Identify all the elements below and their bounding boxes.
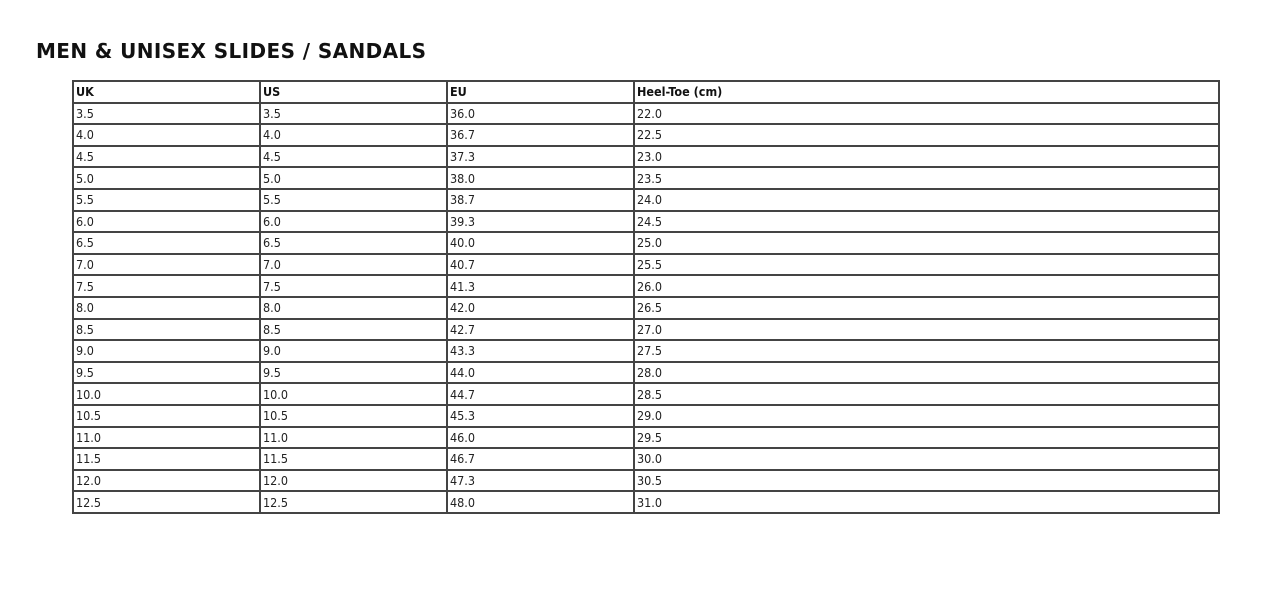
table-cell-heel-toe: 23.0 (634, 146, 1219, 168)
column-header-eu: EU (447, 81, 634, 103)
table-row (73, 211, 1219, 233)
table-row (73, 275, 1219, 297)
table-cell-eu: 42.0 (447, 297, 634, 319)
table-cell-uk: 9.0 (73, 340, 260, 362)
table-cell-eu: 36.7 (447, 124, 634, 146)
table-cell-eu: 41.3 (447, 275, 634, 297)
table-cell-uk: 11.0 (73, 427, 260, 449)
table-cell-heel-toe: 27.5 (634, 340, 1219, 362)
table-row (73, 124, 1219, 146)
column-header-heel-toe: Heel-Toe (cm) (634, 81, 1219, 103)
table-cell-eu: 39.3 (447, 211, 634, 233)
table-cell-us: 10.0 (260, 383, 447, 405)
table-cell-heel-toe: 31.0 (634, 491, 1219, 513)
table-cell-us: 5.0 (260, 167, 447, 189)
table-cell-us: 12.5 (260, 491, 447, 513)
table-cell-uk: 9.5 (73, 362, 260, 384)
table-cell-eu: 46.7 (447, 448, 634, 470)
table-row (73, 254, 1219, 276)
table-cell-uk: 7.0 (73, 254, 260, 276)
table-cell-heel-toe: 22.5 (634, 124, 1219, 146)
table-cell-eu: 46.0 (447, 427, 634, 449)
table-cell-uk: 5.5 (73, 189, 260, 211)
table-cell-eu: 38.7 (447, 189, 634, 211)
table-cell-heel-toe: 27.0 (634, 319, 1219, 341)
table-cell-heel-toe: 25.0 (634, 232, 1219, 254)
table-row (73, 491, 1219, 513)
table-cell-us: 4.5 (260, 146, 447, 168)
table-body (73, 103, 1219, 513)
table-cell-heel-toe: 26.5 (634, 297, 1219, 319)
table-cell-uk: 6.0 (73, 211, 260, 233)
table-cell-heel-toe: 29.5 (634, 427, 1219, 449)
table-cell-eu: 37.3 (447, 146, 634, 168)
table-cell-uk: 12.0 (73, 470, 260, 492)
table-cell-eu: 43.3 (447, 340, 634, 362)
table-cell-uk: 4.5 (73, 146, 260, 168)
column-header-uk: UK (73, 81, 260, 103)
table-cell-eu: 40.0 (447, 232, 634, 254)
table-cell-heel-toe: 28.5 (634, 383, 1219, 405)
table-cell-heel-toe: 22.0 (634, 103, 1219, 125)
table-cell-us: 10.5 (260, 405, 447, 427)
table-cell-uk: 11.5 (73, 448, 260, 470)
table-row (73, 427, 1219, 449)
table-cell-eu: 38.0 (447, 167, 634, 189)
table-cell-us: 5.5 (260, 189, 447, 211)
page-title: MEN & UNISEX SLIDES / SANDALS (36, 39, 427, 63)
table-cell-uk: 8.0 (73, 297, 260, 319)
table-cell-us: 12.0 (260, 470, 447, 492)
table-cell-heel-toe: 23.5 (634, 167, 1219, 189)
table-cell-heel-toe: 28.0 (634, 362, 1219, 384)
table-cell-heel-toe: 24.5 (634, 211, 1219, 233)
table-cell-eu: 48.0 (447, 491, 634, 513)
size-chart-table (72, 80, 1220, 514)
table-row (73, 405, 1219, 427)
table-row (73, 189, 1219, 211)
table-cell-uk: 10.5 (73, 405, 260, 427)
table-cell-eu: 36.0 (447, 103, 634, 125)
table-row (73, 319, 1219, 341)
table-cell-uk: 4.0 (73, 124, 260, 146)
table-row (73, 103, 1219, 125)
table-cell-eu: 47.3 (447, 470, 634, 492)
table-cell-uk: 6.5 (73, 232, 260, 254)
table-cell-heel-toe: 25.5 (634, 254, 1219, 276)
table-cell-uk: 8.5 (73, 319, 260, 341)
table-row (73, 340, 1219, 362)
table-cell-eu: 42.7 (447, 319, 634, 341)
table-cell-eu: 44.7 (447, 383, 634, 405)
table-cell-eu: 44.0 (447, 362, 634, 384)
table-cell-us: 9.5 (260, 362, 447, 384)
table-row (73, 232, 1219, 254)
table-cell-us: 7.5 (260, 275, 447, 297)
table-cell-us: 8.5 (260, 319, 447, 341)
table-cell-uk: 12.5 (73, 491, 260, 513)
table-cell-uk: 7.5 (73, 275, 260, 297)
table-cell-us: 8.0 (260, 297, 447, 319)
table-cell-us: 6.5 (260, 232, 447, 254)
table-cell-us: 11.5 (260, 448, 447, 470)
column-header-us: US (260, 81, 447, 103)
table-cell-uk: 10.0 (73, 383, 260, 405)
table-cell-us: 11.0 (260, 427, 447, 449)
table-cell-us: 9.0 (260, 340, 447, 362)
table-cell-heel-toe: 24.0 (634, 189, 1219, 211)
table-row (73, 470, 1219, 492)
table-cell-eu: 40.7 (447, 254, 634, 276)
table-cell-us: 4.0 (260, 124, 447, 146)
table-row (73, 362, 1219, 384)
table-cell-uk: 5.0 (73, 167, 260, 189)
table-row (73, 383, 1219, 405)
table-cell-heel-toe: 30.5 (634, 470, 1219, 492)
table-row (73, 146, 1219, 168)
table-row (73, 167, 1219, 189)
table-cell-heel-toe: 30.0 (634, 448, 1219, 470)
table-cell-us: 3.5 (260, 103, 447, 125)
table-cell-heel-toe: 29.0 (634, 405, 1219, 427)
table-cell-us: 7.0 (260, 254, 447, 276)
table-header-row (73, 81, 1219, 103)
table-cell-uk: 3.5 (73, 103, 260, 125)
table-row (73, 448, 1219, 470)
table-row (73, 297, 1219, 319)
table-cell-eu: 45.3 (447, 405, 634, 427)
table-cell-heel-toe: 26.0 (634, 275, 1219, 297)
table-cell-us: 6.0 (260, 211, 447, 233)
